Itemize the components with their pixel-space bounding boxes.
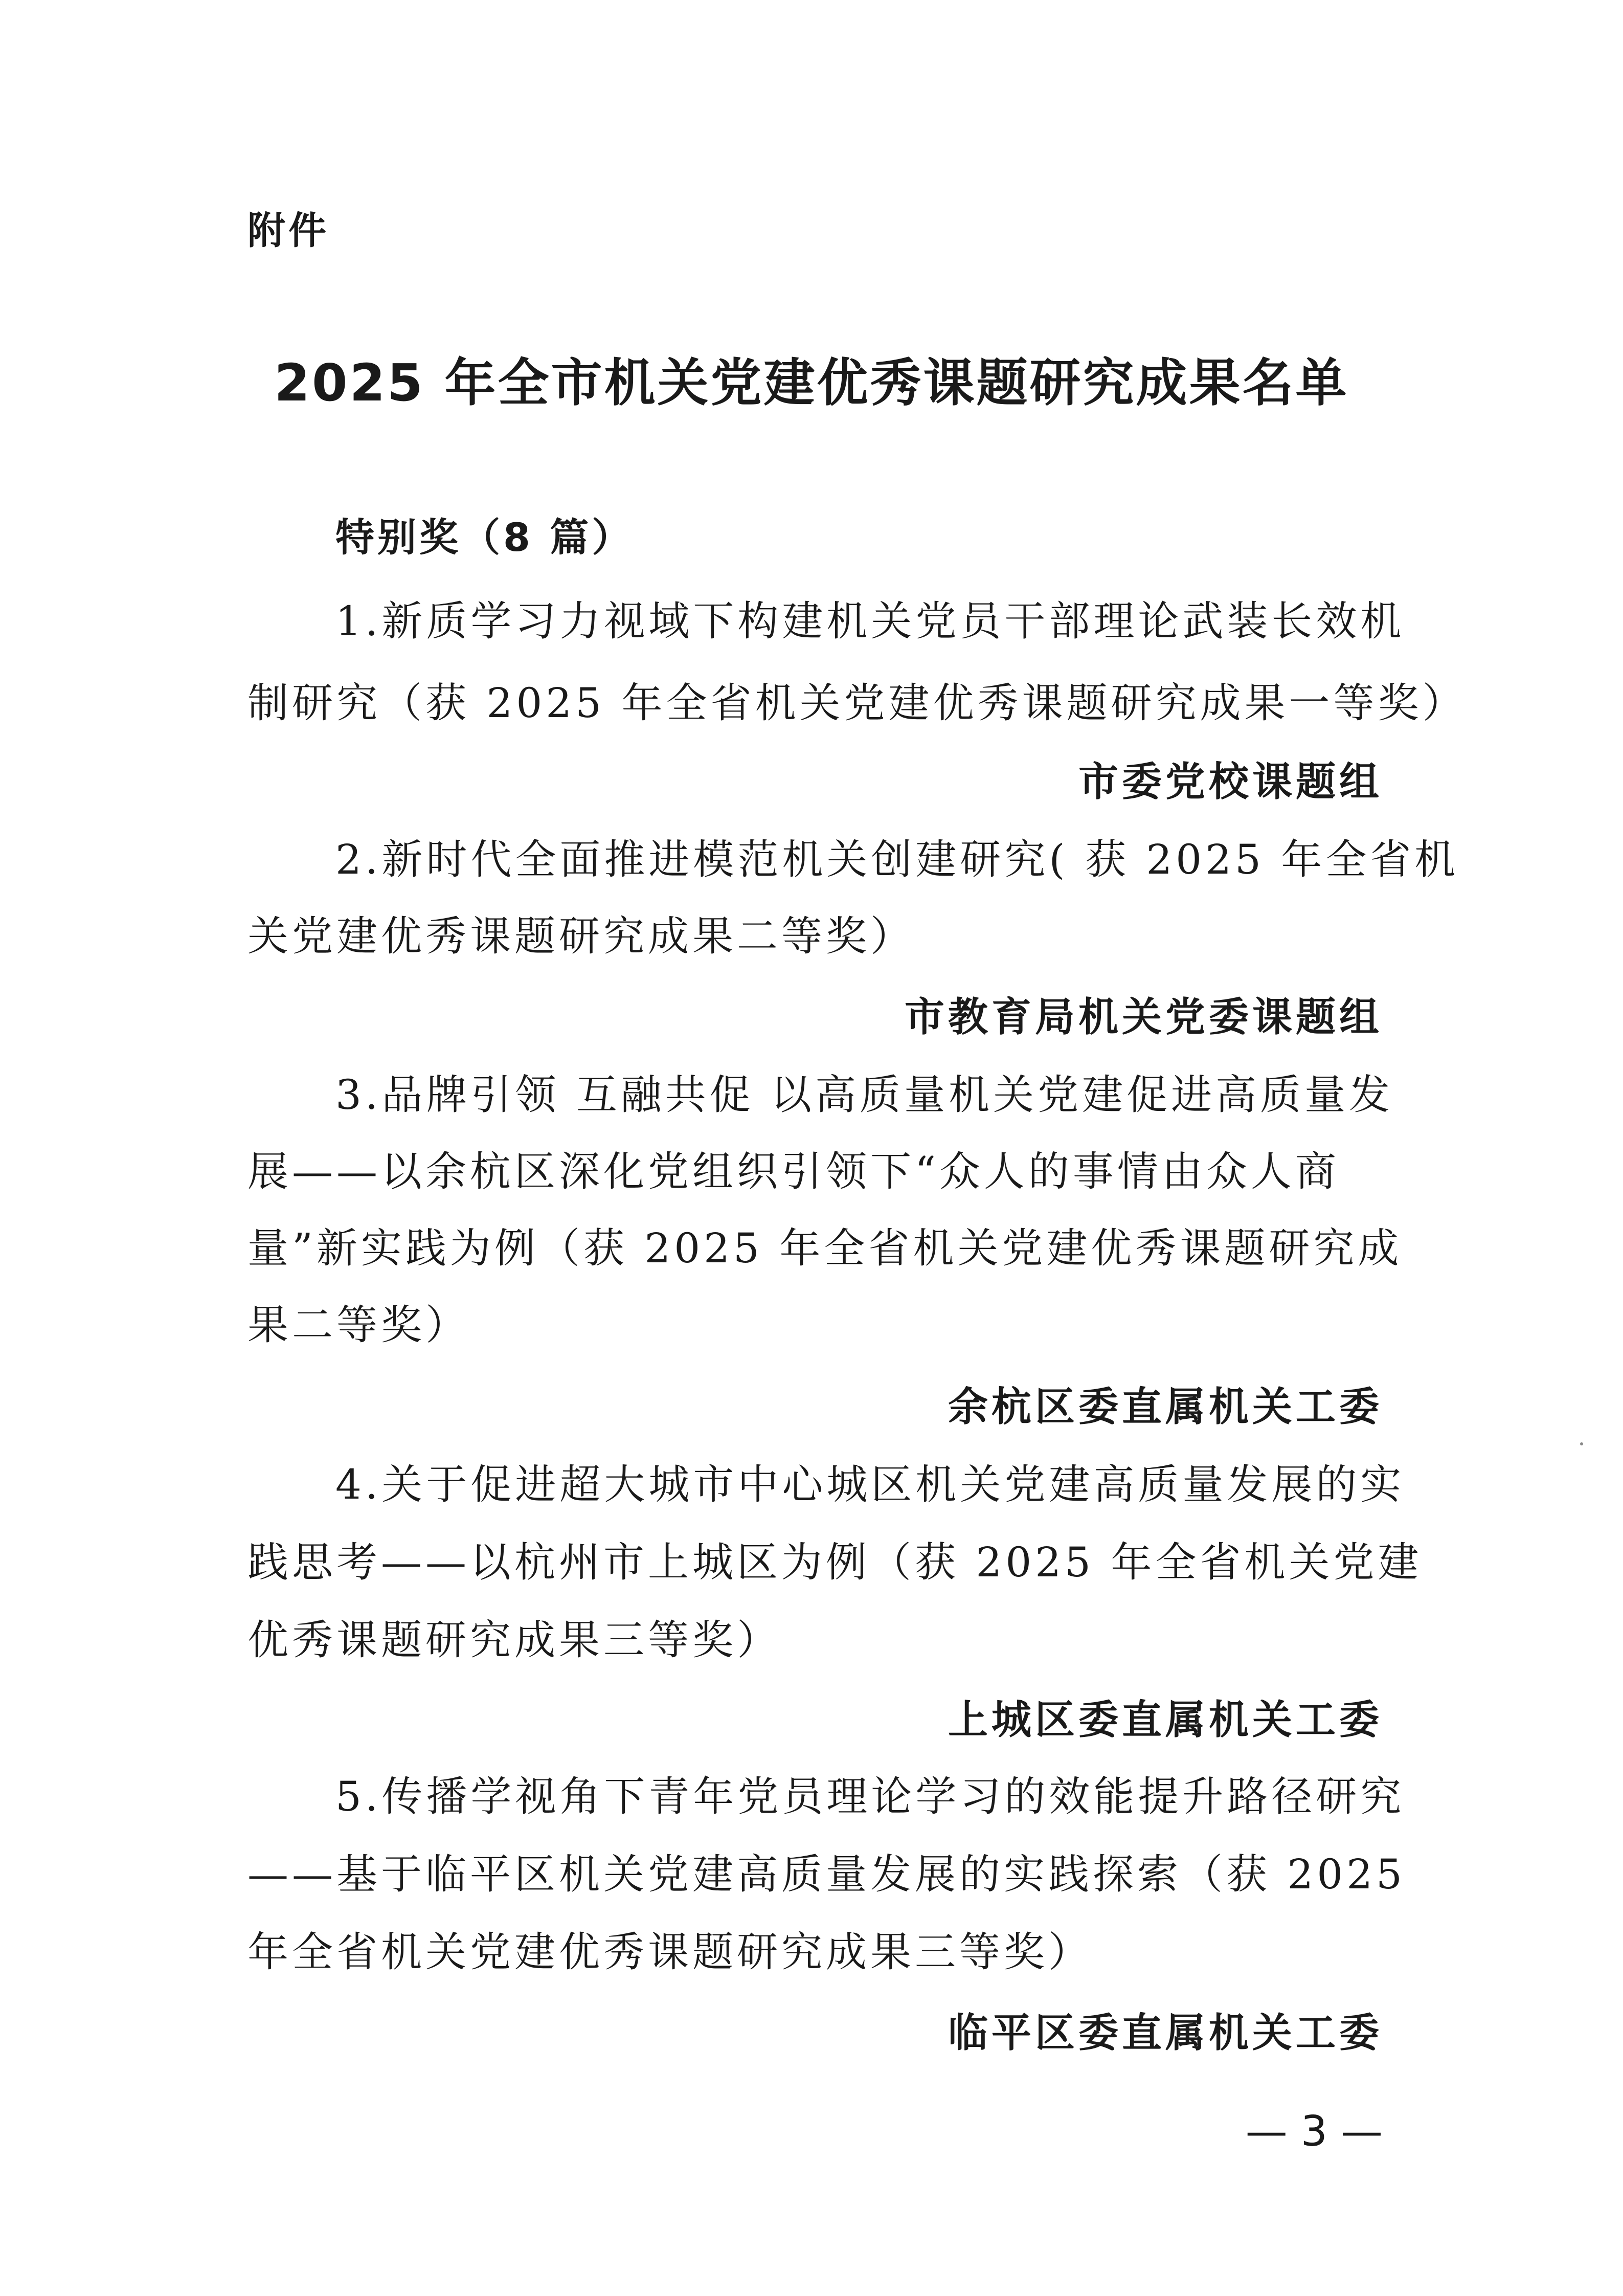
item-5-line-1: 5.传播学视角下青年党员理论学习的效能提升路径研究	[335, 1773, 1405, 1820]
item-1-line-2: 制研究（获 2025 年全省机关党建优秀课题研究成果一等奖）	[247, 679, 1467, 727]
item-5-line-3: 年全省机关党建优秀课题研究成果三等奖）	[247, 1928, 1093, 1976]
item-4-unit: 上城区委直属机关工委	[948, 1697, 1383, 1743]
page-title: 2025 年全市机关党建优秀课题研究成果名单	[274, 353, 1349, 413]
scan-speck	[1580, 1442, 1583, 1445]
item-2-unit: 市教育局机关党委课题组	[904, 994, 1383, 1040]
item-4-line-3: 优秀课题研究成果三等奖）	[247, 1616, 781, 1664]
item-3-line-2: 展——以余杭区深化党组织引领下“众人的事情由众人商	[247, 1148, 1340, 1195]
attachment-label: 附件	[247, 209, 329, 253]
item-5-unit: 临平区委直属机关工委	[948, 2010, 1383, 2056]
item-5-line-2: ——基于临平区机关党建高质量发展的实践探索（获 2025	[247, 1851, 1406, 1898]
item-4-line-2: 践思考——以杭州市上城区为例（获 2025 年全省机关党建	[247, 1539, 1423, 1586]
page-number: — 3 —	[1245, 2107, 1383, 2156]
item-3-line-4: 果二等奖）	[247, 1301, 470, 1349]
item-4-line-1: 4.关于促进超大城市中心城区机关党建高质量发展的实	[335, 1461, 1405, 1508]
item-2-line-2: 关党建优秀课题研究成果二等奖）	[247, 912, 915, 960]
item-1-unit: 市委党校课题组	[1078, 759, 1383, 805]
section-heading: 特别奖（8 篇）	[335, 515, 634, 560]
item-2-line-1: 2.新时代全面推进模范机关创建研究( 获 2025 年全省机	[335, 836, 1459, 883]
item-3-unit: 余杭区委直属机关工委	[948, 1384, 1383, 1430]
item-3-line-1: 3.品牌引领 互融共促 以高质量机关党建促进高质量发	[335, 1071, 1394, 1119]
item-3-line-3: 量”新实践为例（获 2025 年全省机关党建优秀课题研究成	[247, 1224, 1403, 1272]
item-1-line-1: 1.新质学习力视域下构建机关党员干部理论武装长效机	[335, 597, 1405, 645]
